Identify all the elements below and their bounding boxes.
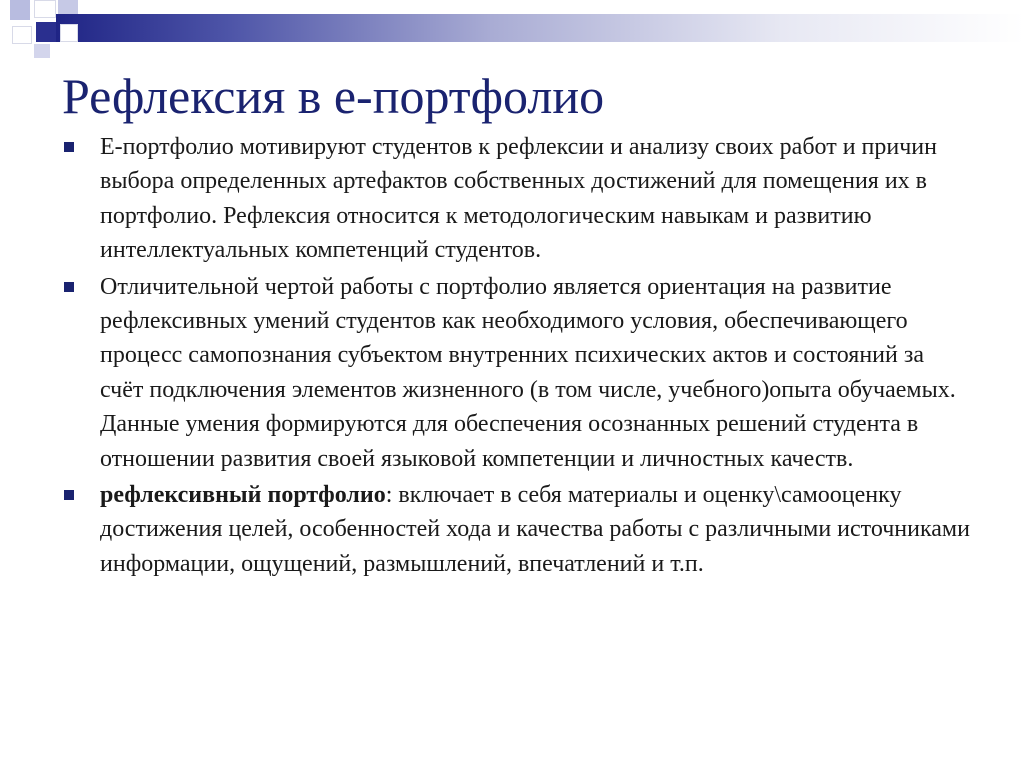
bullet-text: Е-портфолио мотивируют студентов к рефлексии и анализу своих работ и причин выбора определенных артефактов собственных достижений для помещения их в портфолио. Рефлексия относится к методологическим навыкам и развитию интеллектуальных компетенций студентов. [100, 134, 937, 264]
bullet-text: Отличительной чертой работы с портфолио является ориентация на развитие рефлексивных умений студентов как необходимого условия, обеспечивающего процесс самопознания субъектом внутренних психических актов и состояний за счёт подключения элементов жизненного (в том числе, учебного)опыта обучаемых. Данные умения формируются для обеспечения осознанных решений студента в отношении развития своей языковой компетенции и личностных качеств. [100, 273, 956, 472]
slide-title: Рефлексия в е-портфолио [62, 68, 605, 124]
decorative-square [34, 0, 56, 18]
decorative-square [12, 26, 32, 44]
bullet-text: : включает в себя материалы и оценку\самооценку достижения целей, особенностей хода и качества работы с различными источниками информации, ощущений, размышлений, впечатлений и т.п. [100, 482, 970, 577]
square-bullet-icon [64, 490, 74, 500]
decorative-square [34, 44, 50, 58]
bullet-item [62, 478, 972, 581]
bullet-list [62, 130, 972, 583]
decorative-square [10, 0, 30, 20]
header-gradient-bar [56, 14, 1024, 42]
square-bullet-icon [64, 282, 74, 292]
square-bullet-icon [64, 142, 74, 152]
decorative-square [36, 22, 56, 42]
bullet-item [62, 270, 972, 476]
bullet-term: рефлексивный портфолио [100, 482, 386, 509]
decorative-square [60, 24, 78, 42]
bullet-item [62, 130, 972, 268]
